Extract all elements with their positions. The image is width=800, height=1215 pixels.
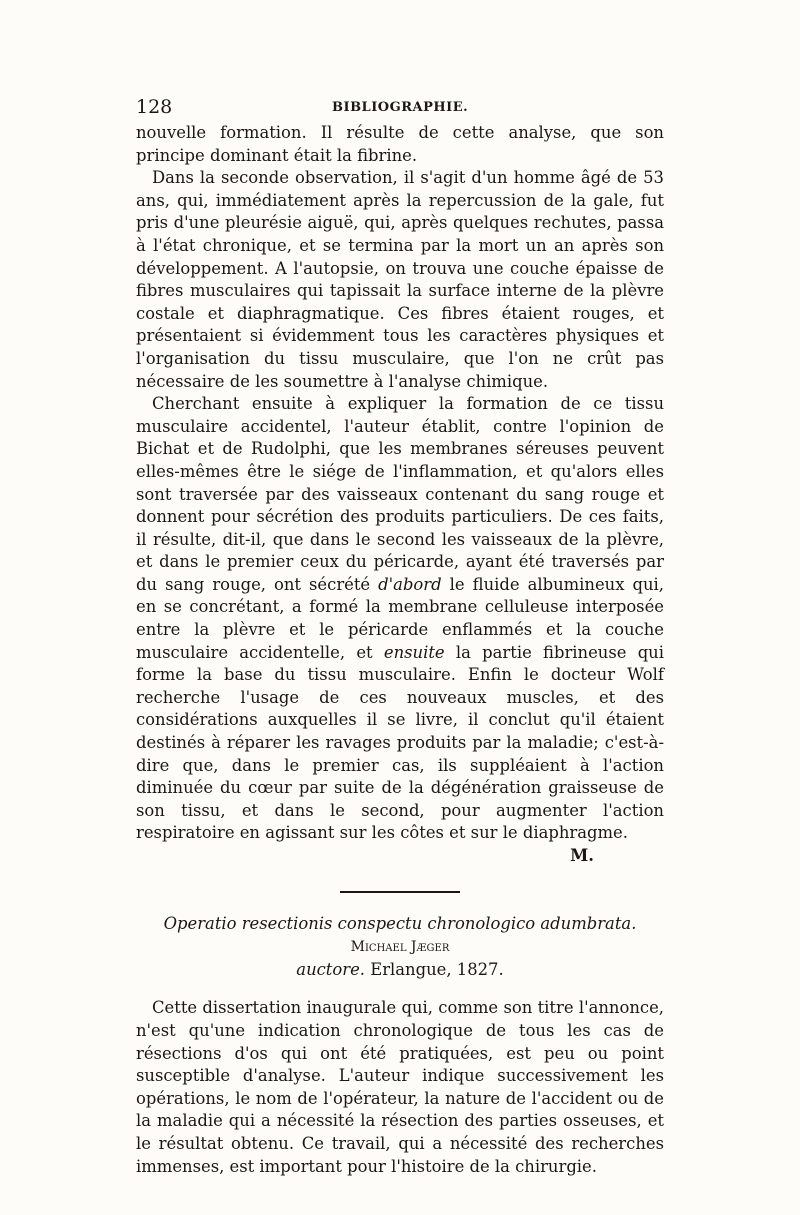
auctore-label: auctore. [296,959,366,979]
page-number: 128 [136,96,173,118]
emphasis-dabord: d'abord [378,574,442,594]
paragraph-text: le fluide albumineux qui, en se concrétant, a formé la membrane celluleuse interposée entre la plèvre et le péricarde enflammés et la couche musculaire accidentelle, et [136,574,664,662]
emphasis-ensuite: ensuite [383,642,445,662]
review-wolf [136,122,664,868]
page-header [136,96,664,122]
review-jaeger [136,997,664,1178]
paragraph-explanation [136,393,664,865]
running-head: BIBLIOGRAPHIE. [332,100,469,115]
paragraph-text: Cherchant ensuite à expliquer la formation de ce tissu musculaire accidentel, l'auteur établit, contre l'opinion de Bichat et de Rudolphi, que les membranes séreuses peuvent elles-mêmes être le siége de l'inflammation, et qu'alors elles sont traversée par des vaisseaux contenant du sang rouge et donnent pour sécrétion des produits particuliers. De ces faits, il résulte, dit-il, que dans le second les vaisseaux de la plèvre, et dans le premier ceux du péricarde, ayant été traversés par du sang rouge, ont sécrété [136,394,664,594]
author-name: Michael Jæger [350,939,450,956]
reviewer-signature: M. [570,846,594,865]
paragraph-dissertation: Cette dissertation inaugurale qui, comme son titre l'annonce, n'est qu'une indication chronologique de tous les cas de résections d'os qui ont été pratiquées, est peu ou point susceptible d'analyse. L'auteur indique successivement les opérations, le nom de l'opérateur, la nature de l'accident ou de la maladie qui a nécessité la résection des parties osseuses, et le résultat obtenu. Ce travail, qui a nécessité des recherches immenses, est important pour l'histoire de la chirurgie. [136,998,664,1176]
work-title: Operatio resectionis conspectu chronologico adumbrata. [163,913,637,933]
paragraph-text: la partie fibrineuse qui forme la base du tissu musculaire. Enfin le docteur Wolf recherche l'usage de ces nouveaux muscles, et des considérations auxquelles il se livre, il conclut qu'il étaient destinés à réparer les ravages produits par la maladie; c'est-à-dire que, dans le premier cas, ils suppléaient à l'action diminuée du cœur par suite de la dégénération graisseuse de son tissu, et dans le second, pour augmenter l'action respiratoire en agissant sur les côtes et sur le diaphragme. [136,642,664,843]
section-divider [340,891,460,893]
paragraph-continuation: nouvelle formation. Il résulte de cette analyse, que son principe dominant était la fibrine. [136,123,664,165]
place-date: Erlangue, 1827. [370,959,504,979]
bibliographic-citation [136,913,664,982]
paragraph-second-observation: Dans la seconde observation, il s'agit d'un homme âgé de 53 ans, qui, immédiatement après la repercussion de la gale, fut pris d'une pleurésie aiguë, qui, après quelques rechutes, passa à l'état chronique, et se termina par la mort un an après son développement. A l'autopsie, on trouva une couche épaisse de fibres musculaires qui tapissait la surface interne de la plèvre costale et diaphragmatique. Ces fibres étaient rouges, et présentaient si évidemment tous les caractères physiques et l'organisation du tissu musculaire, que l'on ne crût pas nécessaire de les soumettre à l'analyse chimique. [136,168,664,391]
book-page [136,96,664,1178]
